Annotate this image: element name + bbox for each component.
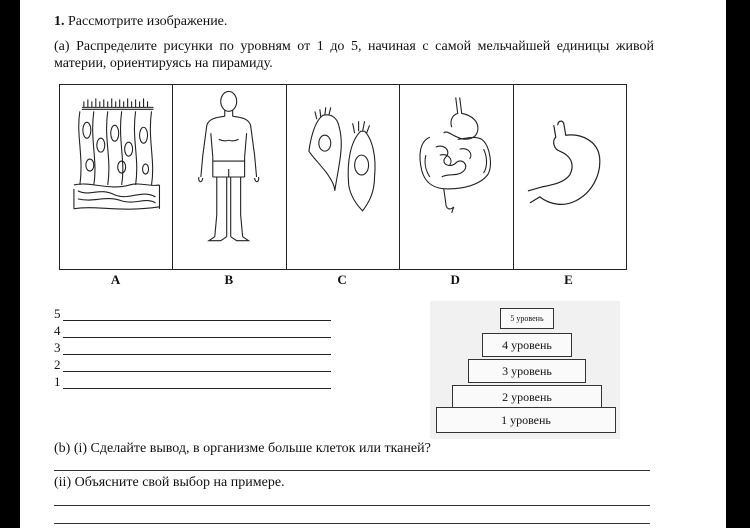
question-ii: (ii) Объясните свой выбор на примере. bbox=[54, 475, 285, 490]
answer-line-number: 5 bbox=[54, 306, 61, 321]
photo-border-left bbox=[0, 0, 20, 528]
tissue-icon bbox=[60, 85, 172, 269]
figure-letters bbox=[59, 272, 625, 288]
figure-strip bbox=[59, 84, 627, 270]
answer-line-ii-1[interactable] bbox=[54, 505, 650, 506]
cells-icon bbox=[287, 85, 399, 269]
answer-blank[interactable] bbox=[63, 359, 331, 372]
pyramid-level-2: 2 уровень bbox=[452, 385, 602, 409]
answer-line-number: 1 bbox=[54, 374, 61, 389]
answer-blank[interactable] bbox=[63, 308, 331, 321]
answer-line[interactable] bbox=[54, 321, 331, 338]
answer-line-b[interactable] bbox=[54, 470, 650, 471]
answer-line-number: 2 bbox=[54, 357, 61, 372]
answer-line[interactable] bbox=[54, 338, 331, 355]
figure-letter: C bbox=[337, 272, 347, 287]
answer-blank[interactable] bbox=[63, 376, 331, 389]
answer-line[interactable] bbox=[54, 355, 331, 372]
figure-d bbox=[400, 85, 513, 269]
photo-border-right bbox=[726, 0, 750, 528]
figure-e bbox=[514, 85, 626, 269]
answer-lines bbox=[54, 304, 331, 389]
task-title bbox=[54, 13, 227, 31]
level-pyramid bbox=[430, 301, 620, 439]
figure-letter: E bbox=[564, 272, 573, 287]
answer-line[interactable] bbox=[54, 304, 331, 321]
question-b: (b) (i) Сделайте вывод, в организме больше клеток или тканей? bbox=[54, 441, 431, 456]
figure-c bbox=[287, 85, 400, 269]
answer-line-number: 4 bbox=[54, 323, 61, 338]
answer-line-number: 3 bbox=[54, 340, 61, 355]
task-number: 1. bbox=[54, 14, 65, 29]
answer-line-ii-2[interactable] bbox=[54, 523, 650, 524]
figure-a bbox=[60, 85, 173, 269]
pyramid-level-1: 1 уровень bbox=[436, 407, 616, 433]
pyramid-level-4: 4 уровень bbox=[482, 333, 572, 357]
answer-line[interactable] bbox=[54, 372, 331, 389]
digestive-system-icon bbox=[400, 85, 512, 269]
stomach-icon bbox=[514, 85, 626, 269]
pyramid-level-5: 5 уровень bbox=[500, 308, 554, 329]
human-body-icon bbox=[173, 85, 285, 269]
figure-b bbox=[173, 85, 286, 269]
figure-letter: A bbox=[110, 272, 121, 287]
figure-letter: D bbox=[450, 272, 460, 287]
answer-blank[interactable] bbox=[63, 325, 331, 338]
task-heading: Рассмотрите изображение. bbox=[68, 14, 228, 29]
pyramid-level-3: 3 уровень bbox=[468, 359, 586, 383]
answer-blank[interactable] bbox=[63, 342, 331, 355]
task-instruction: (a) Распределите рисунки по уровням от 1 до 5, начиная с самой мельчайшей единицы живой материи, ориентируясь на пирамиду. bbox=[54, 39, 654, 71]
figure-letter: B bbox=[224, 272, 234, 287]
